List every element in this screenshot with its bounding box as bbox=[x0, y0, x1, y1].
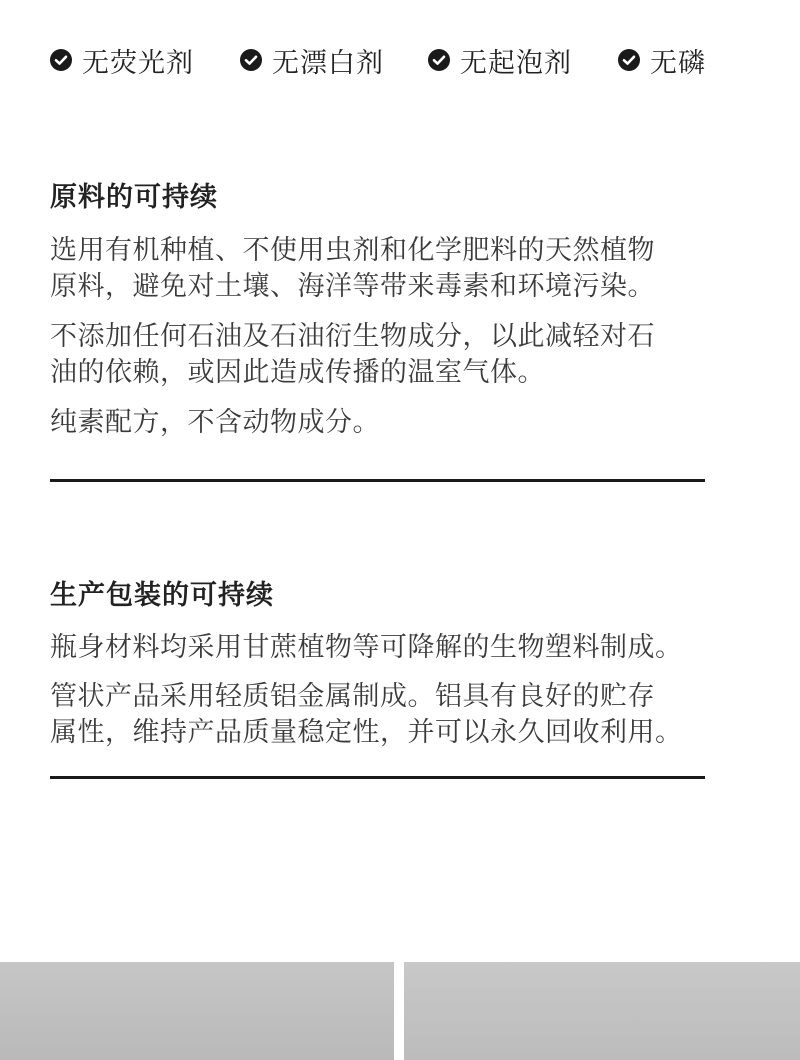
badge-no-bleach bbox=[240, 40, 384, 80]
paragraph-plant-materials bbox=[50, 233, 750, 305]
paragraph-bioplastic bbox=[50, 630, 750, 666]
check-circle-icon bbox=[240, 49, 262, 71]
paragraph-no-petroleum bbox=[50, 319, 750, 391]
text-line: 选用有机种植、不使用虫剂和化学肥料的天然植物 bbox=[50, 235, 655, 266]
section-packaging bbox=[50, 578, 750, 751]
section-divider bbox=[50, 776, 705, 779]
text-line: 纯素配方，不含动物成分。 bbox=[50, 407, 380, 438]
text-line: 管状产品采用轻质铝金属制成。铝具有良好的贮存 bbox=[50, 681, 655, 712]
badge-label: 无荧光剂 bbox=[82, 47, 194, 79]
text-line: 属性，维持产品质量稳定性，并可以永久回收利用。 bbox=[50, 717, 683, 748]
badge-label: 无磷 bbox=[650, 47, 706, 79]
section-raw-materials bbox=[50, 180, 750, 441]
check-circle-icon bbox=[50, 49, 72, 71]
section-title: 原料的可持续 bbox=[50, 182, 218, 213]
paragraph-aluminium bbox=[50, 679, 750, 751]
product-photo-left bbox=[0, 962, 394, 1060]
badge-no-phosphorus bbox=[618, 40, 706, 80]
feature-badges bbox=[50, 40, 770, 80]
check-circle-icon bbox=[428, 49, 450, 71]
text-line: 原料，避免对土壤、海洋等带来毒素和环境污染。 bbox=[50, 271, 655, 302]
badge-label: 无起泡剂 bbox=[460, 47, 572, 79]
text-line: 不添加任何石油及石油衍生物成分，以此减轻对石 bbox=[50, 321, 655, 352]
text-line: 瓶身材料均采用甘蔗植物等可降解的生物塑料制成。 bbox=[50, 632, 683, 663]
section-title: 生产包装的可持续 bbox=[50, 580, 274, 611]
badge-label: 无漂白剂 bbox=[272, 47, 384, 79]
check-circle-icon bbox=[618, 49, 640, 71]
paragraph-vegan bbox=[50, 405, 750, 441]
badge-no-foaming bbox=[428, 40, 572, 80]
section-divider bbox=[50, 479, 705, 482]
product-photo-right bbox=[404, 962, 800, 1060]
text-line: 油的依赖，或因此造成传播的温室气体。 bbox=[50, 357, 545, 388]
badge-no-fluorescent bbox=[50, 40, 194, 80]
